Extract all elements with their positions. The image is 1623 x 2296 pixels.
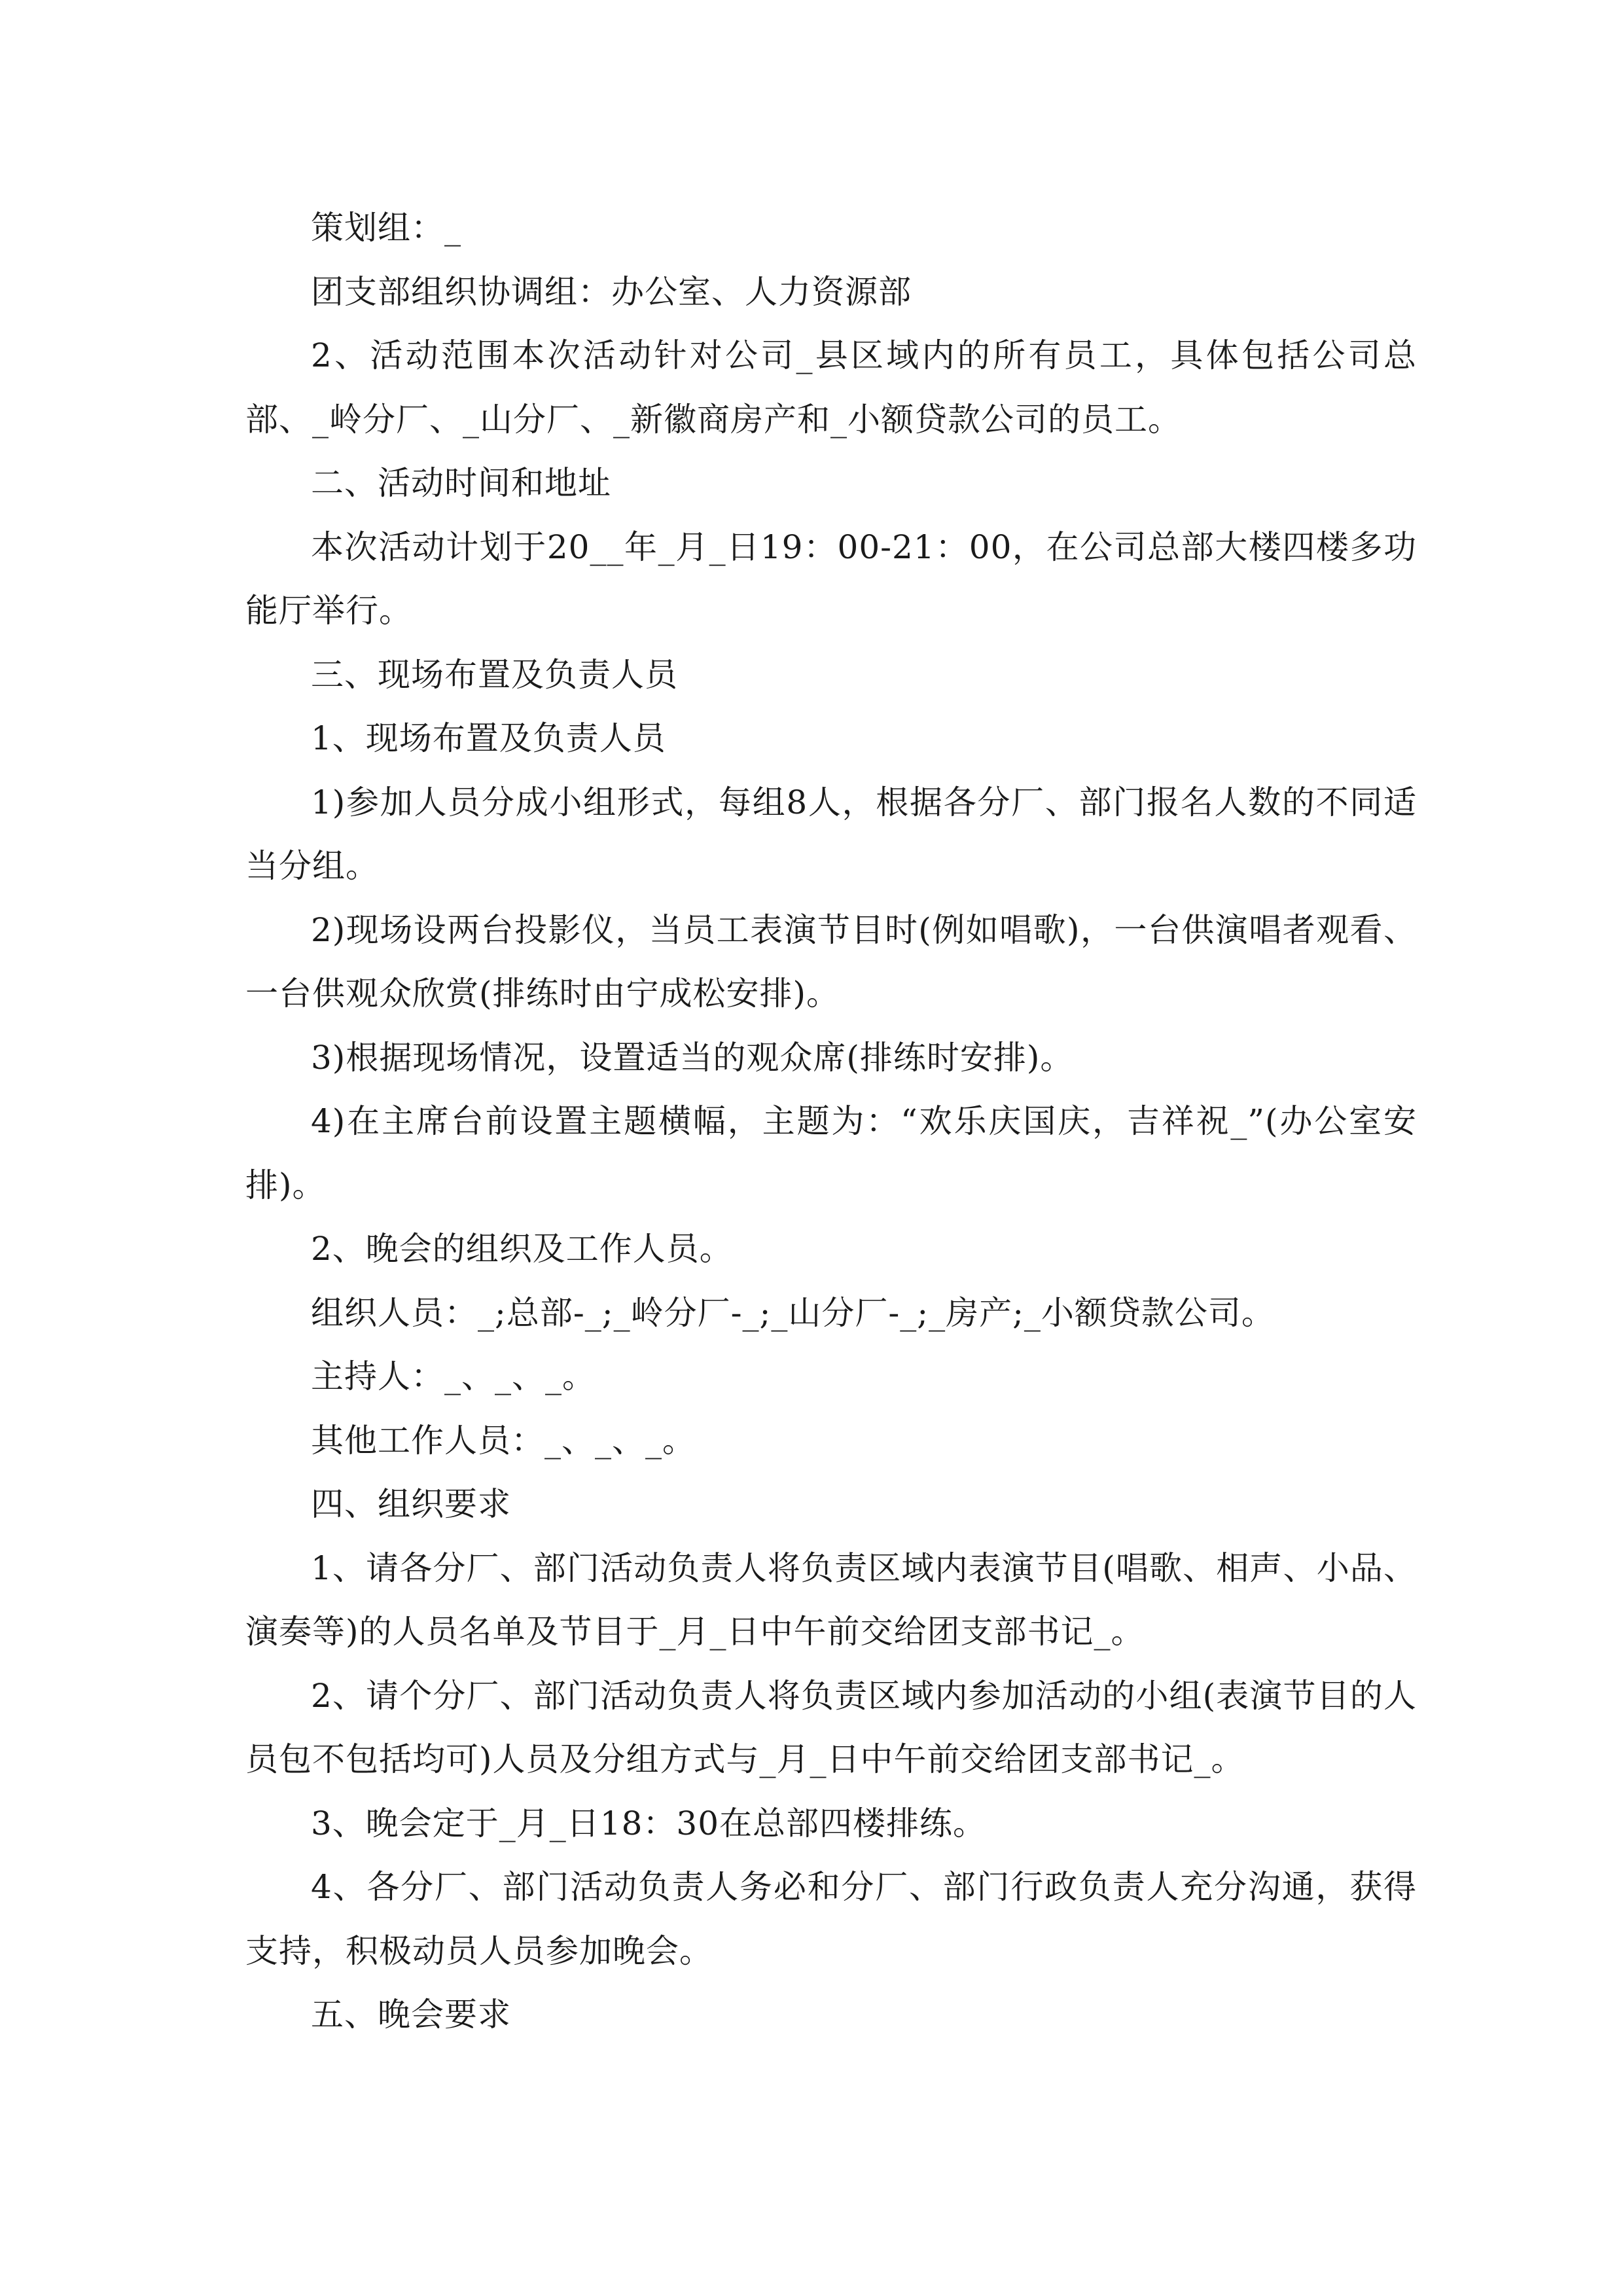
paragraph-activity-scope: 2、活动范围本次活动针对公司_县区域内的所有员工，具体包括公司总部、_岭分厂、_山分厂、_新徽商房产和_小额贷款公司的员工。 [245,336,1417,439]
paragraph-organizers: 组织人员：_;总部-_;_岭分厂-_;_山分厂-_;_房产;_小额贷款公司。 [311,1293,1275,1332]
list-item-banner: 4)在主席台前设置主题横幅，主题为：“欢乐庆国庆，吉祥祝_”(办公室安排)。 [245,1102,1417,1204]
section-heading-organization-requirements: 四、组织要求 [311,1485,511,1523]
document-body [245,196,1417,2047]
paragraph-planning-group: 策划组：_ [311,209,461,247]
section-heading-time-location: 二、活动时间和地址 [311,464,611,502]
list-item-projectors: 2)现场设两台投影仪，当员工表演节目时(例如唱歌)，一台供演唱者观看、一台供观众欣赏(排练时由宁成松安排)。 [245,910,1417,1013]
list-item-audience-seating: 3)根据现场情况，设置适当的观众席(排练时安排)。 [311,1038,1074,1077]
paragraph-hosts: 主持人：_、_、_。 [311,1357,596,1395]
list-item-communication: 4、各分厂、部门活动负责人务必和分厂、部门行政负责人充分沟通，获得支持，积极动员人员参加晚会。 [245,1868,1417,1970]
list-item-groups: 1)参加人员分成小组形式，每组8人，根据各分厂、部门报名人数的不同适当分组。 [245,783,1417,885]
list-item-rehearsal: 3、晚会定于_月_日18：30在总部四楼排练。 [311,1804,987,1842]
subheading-organization-staff: 2、晚会的组织及工作人员。 [311,1230,733,1268]
paragraph-other-staff: 其他工作人员：_、_、_。 [311,1421,696,1460]
list-item-group-submission: 2、请个分厂、部门活动负责人将负责区域内参加活动的小组(表演节目的人员包不包括均可)人员及分组方式与_月_日中午前交给团支部书记_。 [245,1676,1417,1778]
subheading-venue-setup: 1、现场布置及负责人员 [311,719,666,757]
section-heading-venue-setup: 三、现场布置及负责人员 [311,655,678,694]
paragraph-coordination-group: 团支部组织协调组：办公室、人力资源部 [311,272,912,311]
paragraph-time-location: 本次活动计划于20__年_月_日19：00-21：00，在公司总部大楼四楼多功能厅举行。 [245,528,1417,630]
list-item-program-submission: 1、请各分厂、部门活动负责人将负责区域内表演节目(唱歌、相声、小品、演奏等)的人员名单及节目于_月_日中午前交给团支部书记_。 [245,1549,1417,1651]
section-heading-gala-requirements: 五、晚会要求 [311,1996,511,2034]
